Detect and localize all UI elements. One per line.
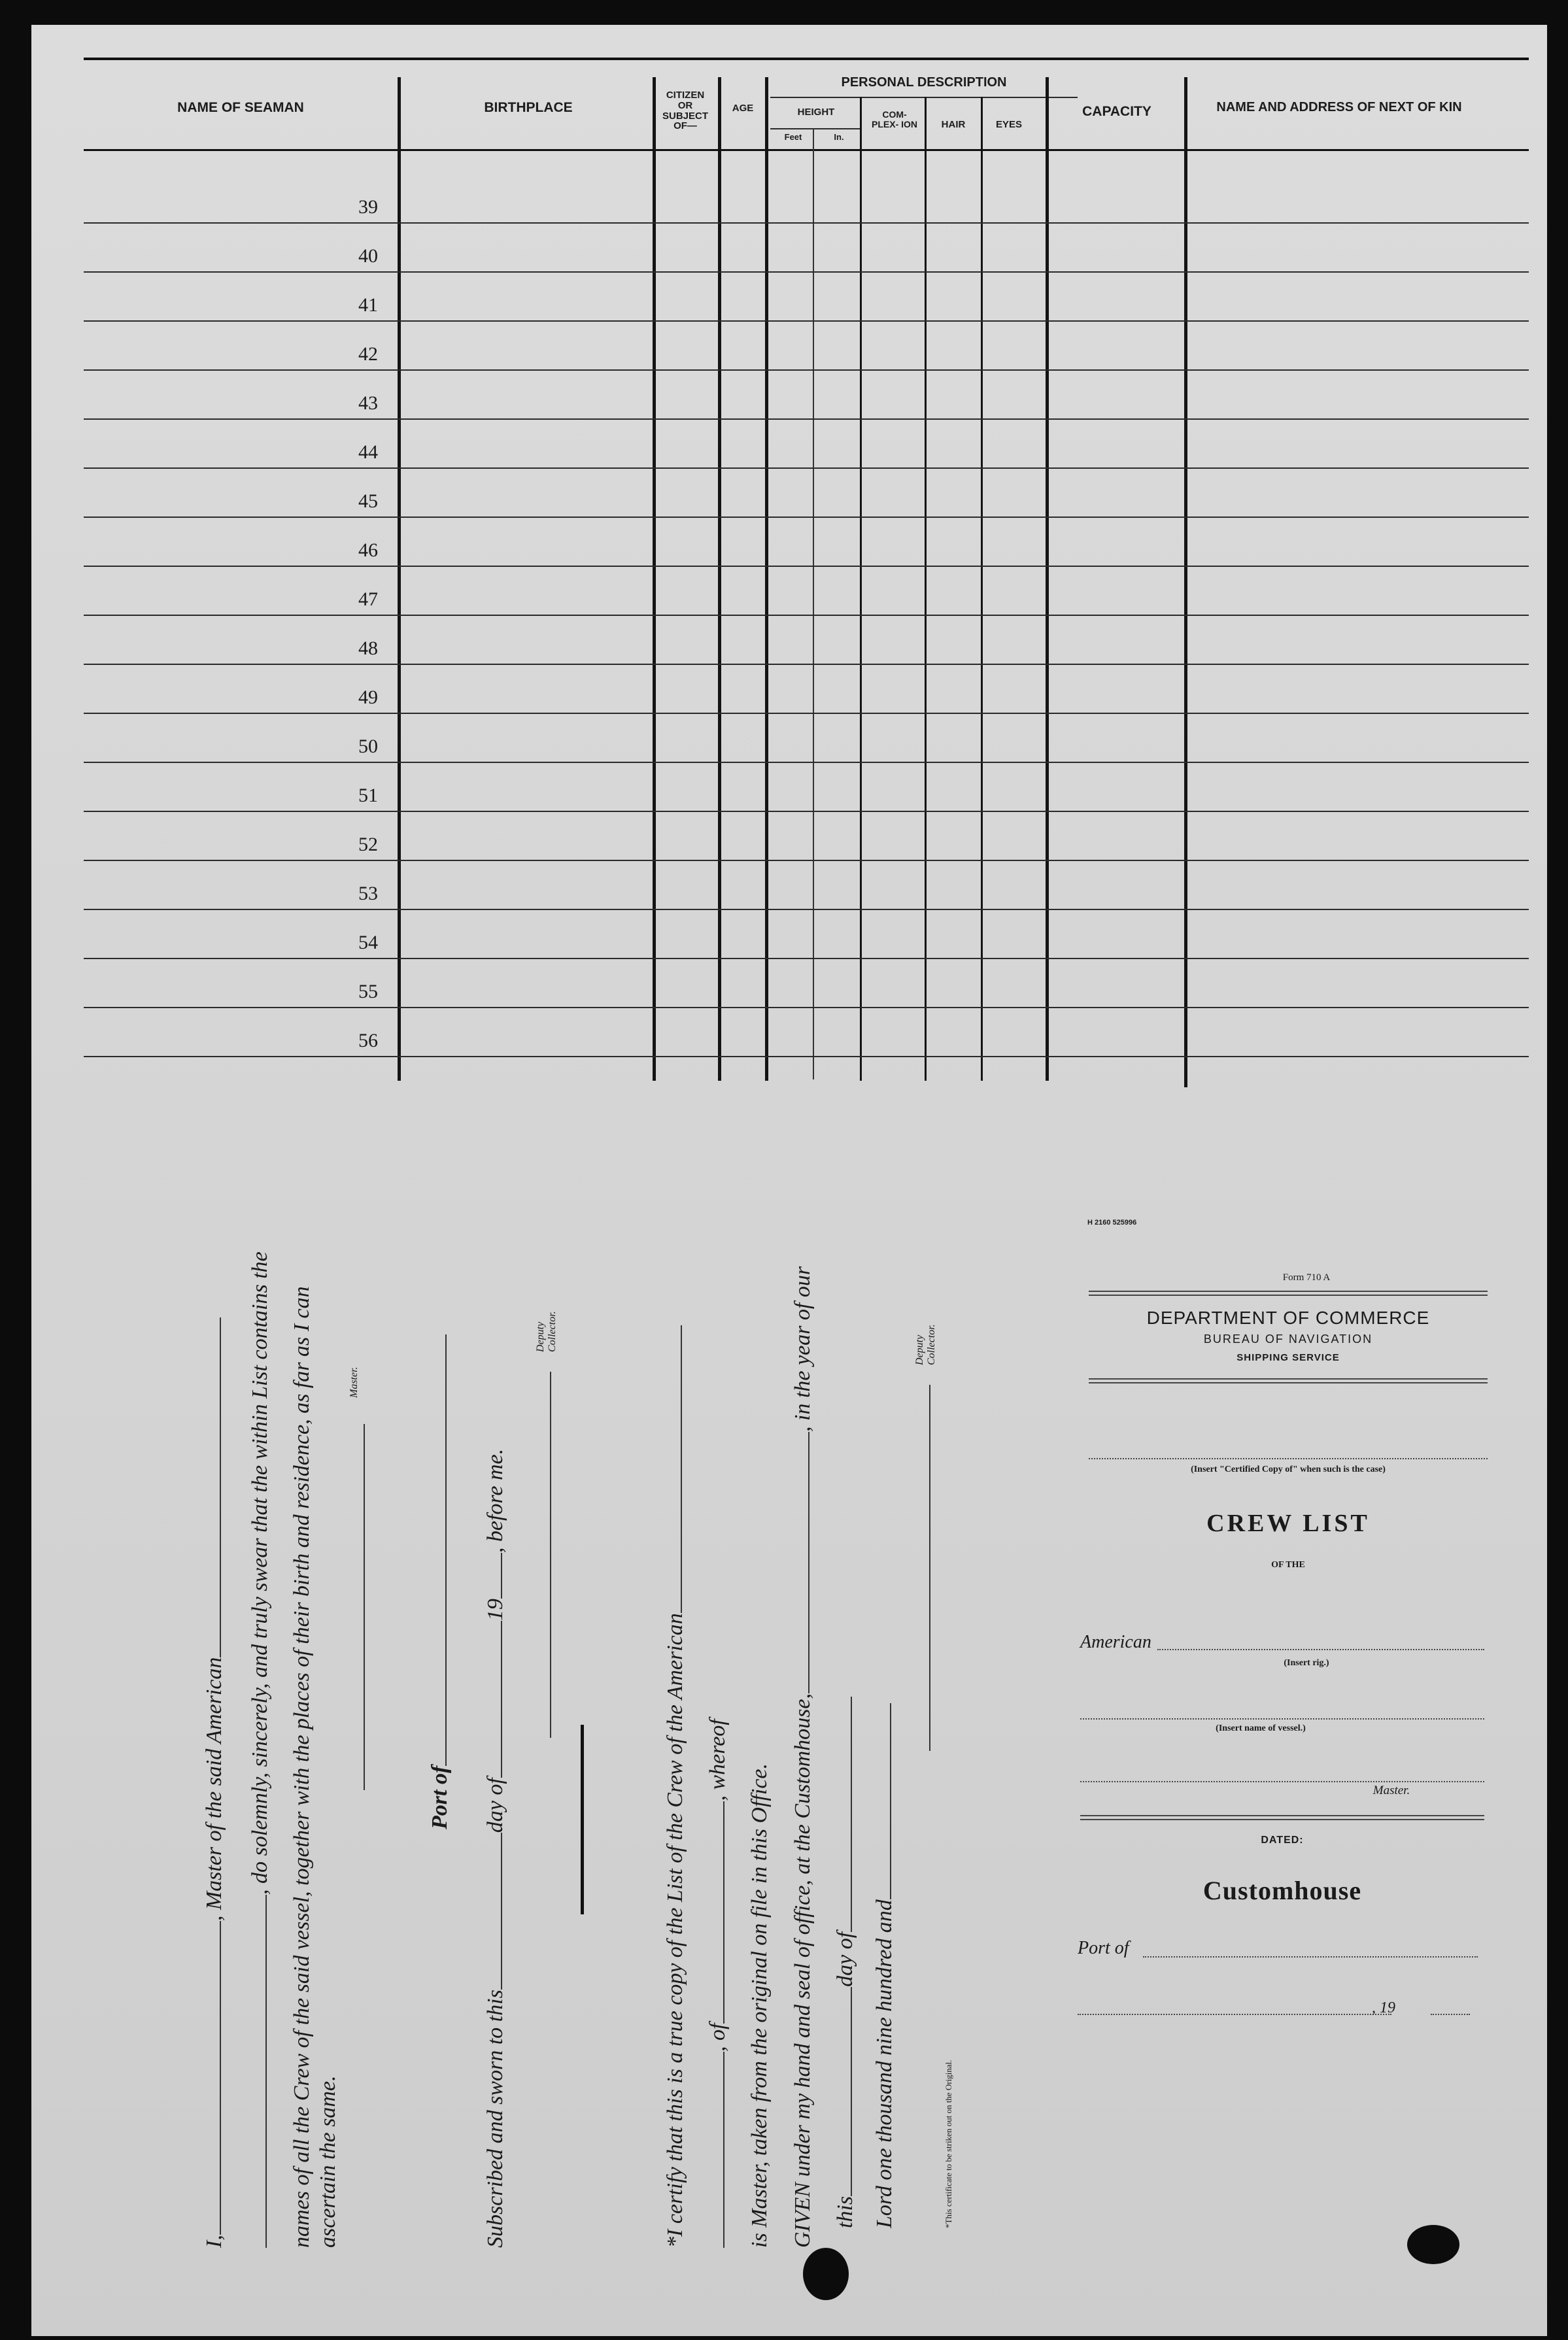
certificate-line-6 <box>872 1703 897 2228</box>
oath-swear-text: , do solemnly, sincerely, and truly swear that the within List contains the <box>248 1251 272 1895</box>
master-signature-label: Master. <box>349 1366 360 1398</box>
certificate-line-3 <box>747 1763 772 2248</box>
deputy-collector-1-label: Deputy Collector. <box>535 1311 558 1352</box>
column-divider <box>1046 77 1049 1081</box>
insert-certified-note: (Insert "Certified Copy of" when such is the case) <box>1191 1465 1386 1474</box>
bureau-title: BUREAU OF NAVIGATION <box>1203 1332 1373 1346</box>
row-number: 39 <box>358 196 378 218</box>
port-of-line <box>427 1334 452 1829</box>
cover-port-of-label: Port of <box>1078 1938 1129 1958</box>
of-the-label: OF THE <box>1271 1560 1305 1570</box>
section-divider <box>581 1725 584 1914</box>
table-row <box>84 615 1529 616</box>
header-capacity: CAPACITY <box>1082 104 1151 119</box>
deputy-collector-2-line <box>911 1385 936 1751</box>
column-divider <box>860 97 862 1081</box>
oath-ascertain-text: ascertain the same. <box>316 2075 340 2248</box>
certificate-given-text: GIVEN under my hand and seal of office, at the Customhouse, <box>791 1693 815 2248</box>
cover-rule <box>1089 1382 1488 1383</box>
row-number: 56 <box>358 1030 378 1051</box>
row-number: 48 <box>358 637 378 659</box>
header-feet: Feet <box>784 132 802 142</box>
top-rule <box>84 58 1529 60</box>
dated-label: DATED: <box>1261 1835 1304 1846</box>
table-row <box>84 1056 1529 1057</box>
oath-master-of-american: , Master of the said American <box>202 1657 226 1922</box>
port-of-label: Port of <box>428 1765 452 1829</box>
row-number: 45 <box>358 490 378 512</box>
oath-line-1 <box>201 1317 227 2248</box>
table-row <box>84 566 1529 567</box>
row-number: 46 <box>358 539 378 561</box>
oath-line-4 <box>316 2076 341 2248</box>
rig-line <box>1157 1649 1484 1650</box>
subscribed-text: Subscribed and sworn to this <box>483 1990 507 2248</box>
table-row <box>84 320 1529 322</box>
row-number: 40 <box>358 245 378 267</box>
header-eyes: EYES <box>995 119 1023 130</box>
header-citizen: CITIZEN OR SUBJECT OF— <box>662 90 708 132</box>
insert-rig-note: (Insert rig.) <box>1284 1658 1329 1668</box>
cover-port-line <box>1143 1956 1478 1958</box>
certificate-this: this <box>833 2196 857 2228</box>
row-number: 41 <box>358 294 378 316</box>
cover-year-line <box>1431 2014 1470 2015</box>
crew-list-title: CREW LIST <box>1206 1510 1370 1537</box>
oath-line-3 <box>290 1286 315 2248</box>
header-age: AGE <box>732 103 754 114</box>
certificate-line-5 <box>832 1697 858 2228</box>
certificate-text-1: *I certify that this is a true copy of the List of the Crew of the American <box>663 1613 687 2248</box>
header-birthplace: BIRTHPLACE <box>484 100 573 115</box>
certificate-footnote: *This certificate to be striken out on the Original. <box>944 2060 953 2228</box>
column-divider <box>981 97 983 1081</box>
master-signature-line <box>345 1424 371 1790</box>
master-name-line <box>1080 1781 1484 1782</box>
column-divider <box>925 97 927 1081</box>
personal-description-rule <box>770 97 1078 98</box>
row-number: 44 <box>358 441 378 463</box>
height-rule <box>770 128 862 129</box>
insert-vessel-note: (Insert name of vessel.) <box>1216 1723 1306 1733</box>
table-row <box>84 713 1529 714</box>
subscribed-line <box>483 1449 508 2248</box>
oath-i: I, <box>202 2235 226 2248</box>
service-title: SHIPPING SERVICE <box>1236 1352 1340 1363</box>
row-number: 53 <box>358 883 378 904</box>
row-number: 42 <box>358 343 378 365</box>
cover-rule <box>1089 1378 1488 1380</box>
row-number: 49 <box>358 687 378 708</box>
certificate-lord-text: Lord one thousand nine hundred and <box>872 1899 896 2228</box>
subscribed-day-of: day of <box>483 1778 507 1833</box>
subscribed-before-me: , before me. <box>483 1448 507 1553</box>
table-row <box>84 222 1529 224</box>
table-row <box>84 418 1529 420</box>
oath-line-2 <box>247 1251 273 2248</box>
cover-rule <box>1080 1819 1484 1820</box>
header-hair: HAIR <box>941 119 966 130</box>
certificate-text-3: is Master, taken from the original on file in this Office. <box>747 1763 772 2248</box>
column-divider <box>398 77 401 1081</box>
row-number: 51 <box>358 785 378 806</box>
table-row <box>84 271 1529 273</box>
certificate-line-4 <box>790 1266 815 2248</box>
customhouse-title: Customhouse <box>1202 1876 1362 1905</box>
vessel-name-line <box>1080 1718 1484 1720</box>
table-row <box>84 517 1529 518</box>
header-personal-description: PERSONAL DESCRIPTION <box>841 75 1007 90</box>
cover-date-line <box>1078 2014 1391 2015</box>
column-divider <box>653 77 656 1081</box>
table-row <box>84 811 1529 812</box>
table-row <box>84 467 1529 469</box>
row-number: 43 <box>358 392 378 414</box>
table-row <box>84 369 1529 371</box>
certificate-line-2 <box>705 1719 730 2248</box>
table-row <box>84 762 1529 763</box>
deputy-collector-2-label: Deputy Collector. <box>914 1324 937 1365</box>
header-inches: In. <box>834 132 844 142</box>
table-row <box>84 958 1529 959</box>
paper-hole <box>1407 2225 1459 2264</box>
row-number: 52 <box>358 834 378 855</box>
master-label: Master. <box>1372 1784 1410 1797</box>
table-row <box>84 860 1529 861</box>
department-title: DEPARTMENT OF COMMERCE <box>1146 1308 1430 1328</box>
form-number: Form 710 A <box>1282 1272 1331 1283</box>
row-number: 50 <box>358 736 378 757</box>
certificate-year-of-our: , in the year of our <box>791 1266 815 1432</box>
header-next-of-kin: NAME AND ADDRESS OF NEXT OF KIN <box>1216 100 1462 114</box>
print-code: H 2160 525996 <box>1087 1219 1137 1227</box>
certificate-line-1 <box>662 1325 688 2248</box>
certificate-of: , of <box>706 2023 730 2052</box>
cover-rule <box>1080 1815 1484 1816</box>
cover-rule <box>1089 1291 1488 1292</box>
crew-list-page <box>31 25 1547 2336</box>
paper-hole <box>803 2248 849 2300</box>
cover-year-label: , 19 <box>1372 1999 1395 2016</box>
header-complexion: COM- PLEX- ION <box>872 109 918 129</box>
column-divider <box>718 77 721 1081</box>
row-number: 55 <box>358 981 378 1002</box>
column-divider <box>1184 77 1187 1087</box>
certified-copy-line <box>1089 1458 1488 1459</box>
oath-names-text: names of all the Crew of the said vessel, together with the places of their birth and residence, as far as I can <box>290 1286 314 2248</box>
header-bottom-rule <box>84 149 1529 151</box>
table-row <box>84 664 1529 665</box>
column-divider <box>765 77 768 1081</box>
table-row <box>84 1007 1529 1008</box>
table-row <box>84 909 1529 910</box>
header-name-of-seaman: NAME OF SEAMAN <box>177 100 304 115</box>
header-height: HEIGHT <box>797 107 835 118</box>
row-number: 47 <box>358 588 378 610</box>
certificate-day-of: day of <box>833 1931 857 1987</box>
american-label: American <box>1080 1632 1151 1652</box>
certificate-whereof: , whereof <box>706 1719 730 1801</box>
deputy-collector-1-line <box>532 1372 557 1738</box>
row-number: 54 <box>358 932 378 953</box>
subscribed-year: 19 <box>483 1599 507 1621</box>
cover-rule <box>1089 1295 1488 1296</box>
